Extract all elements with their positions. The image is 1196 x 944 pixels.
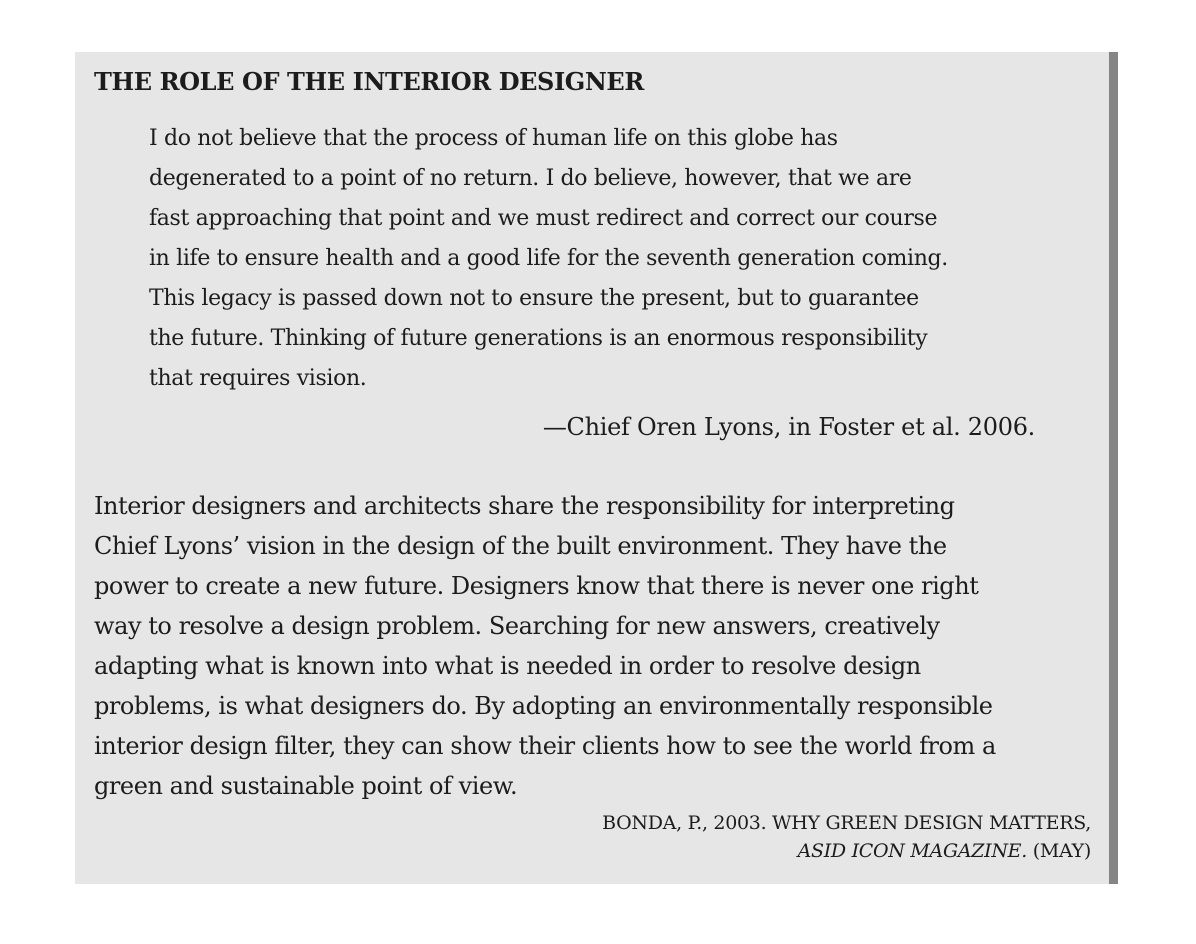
panel-title: THE ROLE OF THE INTERIOR DESIGNER [94, 67, 644, 96]
body-line: adapting what is known into what is needed in order to resolve design [94, 652, 921, 680]
body-line: power to create a new future. Designers know that there is never one right [94, 572, 979, 600]
quote-line: in life to ensure health and a good life for the seventh generation coming. [149, 246, 948, 271]
quote-line: the future. Thinking of future generations is an enormous responsibility [149, 326, 928, 351]
body-line: Chief Lyons’ vision in the design of the built environment. They have the [94, 532, 947, 560]
sidebar-panel [75, 52, 1118, 884]
quote-line: degenerated to a point of no return. I do believe, however, that we are [149, 166, 912, 191]
quote-line: This legacy is passed down not to ensure the present, but to guarantee [149, 286, 919, 311]
body-line: interior design filter, they can show their clients how to see the world from a [94, 732, 996, 760]
body-line: Interior designers and architects share the responsibility for interpreting [94, 492, 955, 520]
body-line: green and sustainable point of view. [94, 772, 518, 800]
body-line: way to resolve a design problem. Searching for new answers, creatively [94, 612, 940, 640]
source-citation [602, 809, 1091, 865]
quote-line: fast approaching that point and we must redirect and correct our course [149, 206, 938, 231]
citation-line-2 [602, 837, 1091, 865]
citation-line: BONDA, P., 2003. WHY GREEN DESIGN MATTERS, [602, 812, 1091, 834]
magazine-name: ASID ICON MAGAZINE. [797, 840, 1027, 862]
body-line: problems, is what designers do. By adopting an environmentally responsible [94, 692, 993, 720]
body-paragraph [94, 486, 1094, 806]
quote-attribution: —Chief Oren Lyons, in Foster et al. 2006. [542, 413, 1035, 441]
epigraph-quote [149, 119, 1049, 399]
citation-month: (MAY) [1026, 840, 1091, 862]
quote-line: that requires vision. [149, 366, 367, 391]
quote-line: I do not believe that the process of human life on this globe has [149, 126, 838, 151]
